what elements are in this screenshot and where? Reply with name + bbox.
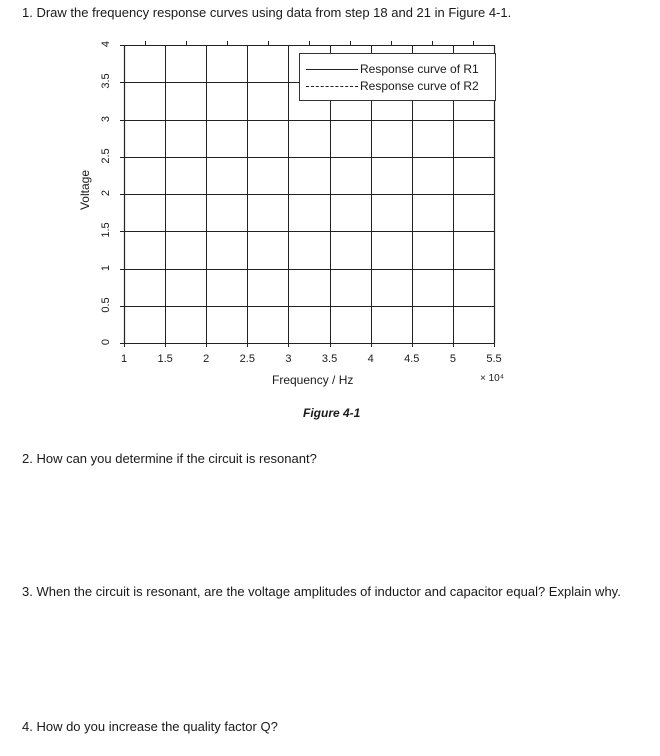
solid-line-swatch	[306, 69, 358, 70]
x-tick-label: 3.5	[321, 353, 338, 365]
question-2: 2. How can you determine if the circuit is resonant?	[22, 451, 317, 466]
legend-item-r1	[306, 62, 479, 76]
x-tick-label: 5.5	[486, 353, 502, 365]
dashed-line-swatch	[306, 86, 358, 87]
question-1: 1. Draw the frequency response curves using data from step 18 and 21 in Figure 4-1.	[22, 5, 512, 20]
x-tick-label: 4.5	[404, 353, 420, 365]
y-tick-label: 3.5	[100, 73, 112, 89]
x-tick-label: 4	[367, 353, 374, 365]
x-axis-label: Frequency / Hz	[272, 373, 354, 387]
y-tick-label: 2.5	[100, 148, 112, 164]
question-4: 4. How do you increase the quality factor Q?	[22, 719, 278, 734]
x-multiplier: × 10⁴	[480, 373, 505, 384]
y-tick-label: 0.5	[100, 297, 112, 313]
x-tick-label: 1.5	[157, 353, 173, 365]
y-tick-label: 1.5	[100, 222, 112, 238]
legend-label-r2: Response curve of R2	[360, 79, 479, 93]
y-axis-label: Voltage	[78, 169, 92, 211]
legend-item-r2	[306, 79, 479, 93]
chart-legend	[299, 53, 496, 101]
x-tick-label: 2	[203, 353, 210, 365]
x-tick-label: 1	[120, 353, 128, 365]
y-tick-label: 1	[100, 264, 112, 271]
y-tick-label: 2	[100, 189, 112, 197]
y-tick-label: 4	[100, 40, 112, 48]
question-3: 3. When the circuit is resonant, are the voltage amplitudes of inductor and capacitor equal? Explain why.	[22, 584, 621, 599]
x-tick-label: 5	[449, 353, 456, 365]
y-tick-label: 3	[100, 115, 112, 122]
legend-label-r1: Response curve of R1	[360, 62, 479, 76]
figure-caption: Figure 4-1	[303, 406, 361, 420]
x-tick-label: 2.5	[239, 353, 255, 365]
x-tick-label: 3	[285, 353, 292, 365]
y-tick-label: 0	[100, 338, 112, 346]
